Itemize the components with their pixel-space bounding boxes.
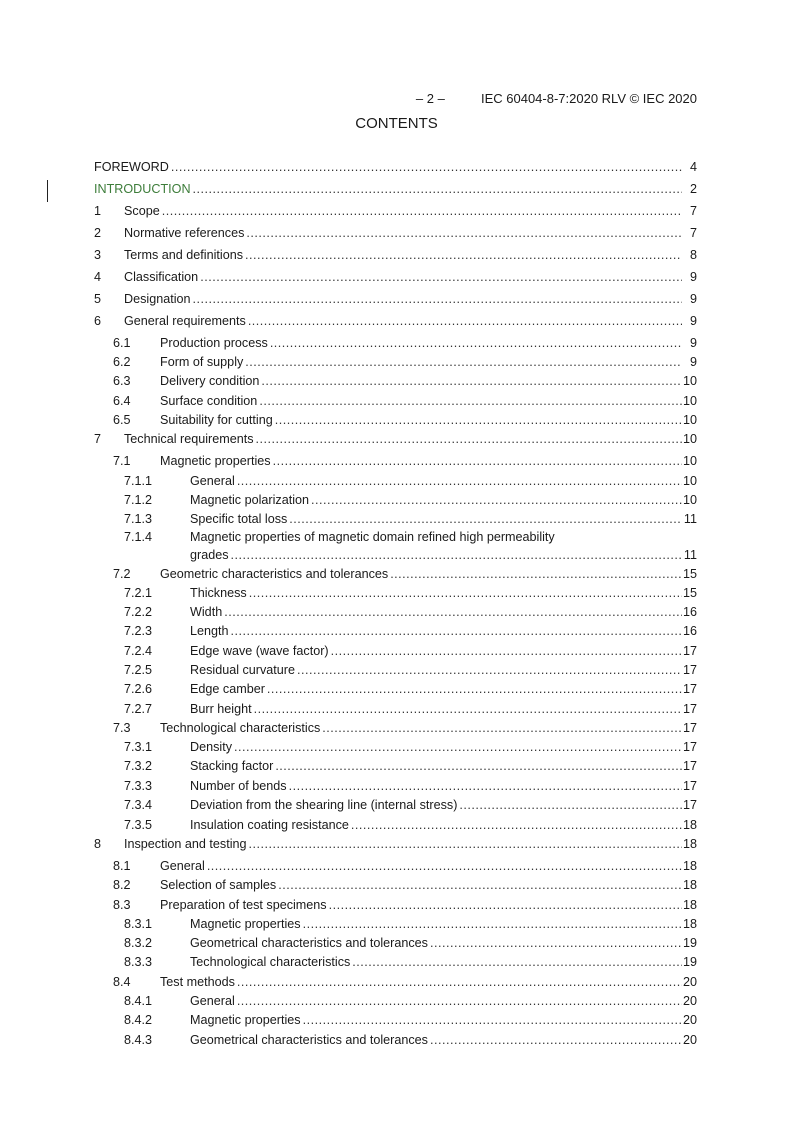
dot-leader xyxy=(311,492,682,508)
toc-page-number: 20 xyxy=(682,1033,697,1047)
toc-entry-line xyxy=(160,974,697,990)
toc-section-number: 7.1 xyxy=(113,454,131,468)
dot-leader xyxy=(289,778,682,794)
toc-entry-line xyxy=(190,797,697,813)
toc-page-number: 16 xyxy=(682,624,697,638)
toc-entry-line xyxy=(94,159,697,175)
toc-page-number: 10 xyxy=(682,374,697,388)
toc-section-number: 6.4 xyxy=(113,394,131,408)
toc-entry-title: Form of supply xyxy=(160,355,244,369)
dot-leader xyxy=(459,797,682,813)
toc-page-number: 17 xyxy=(682,682,697,696)
toc-page-number: 9 xyxy=(689,355,697,369)
toc-entry-title: Insulation coating resistance xyxy=(190,818,349,832)
toc-section-number: 6.2 xyxy=(113,355,131,369)
dot-leader xyxy=(171,159,682,175)
toc-entry[interactable] xyxy=(0,739,793,755)
toc-page-number: 18 xyxy=(682,837,697,851)
toc-section-number: 7.2.2 xyxy=(124,605,153,619)
toc-entry-title: Magnetic properties xyxy=(160,454,271,468)
toc-page-number: 18 xyxy=(682,898,697,912)
toc-entry-line xyxy=(190,492,697,508)
toc-entry[interactable] xyxy=(0,720,793,736)
dot-leader xyxy=(278,877,682,893)
toc-entry-title: General requirements xyxy=(124,314,246,328)
toc-entry-title: Edge camber xyxy=(190,682,265,696)
toc-entry-line xyxy=(190,758,697,774)
toc-entry-title: Density xyxy=(190,740,232,754)
toc-entry-title: General xyxy=(190,474,235,488)
toc-entry-line xyxy=(124,291,697,307)
toc-entry-title: Burr height xyxy=(190,702,252,716)
toc-section-number: 7.3.3 xyxy=(124,779,153,793)
toc-section-number: 8.3.1 xyxy=(124,917,153,931)
toc-entry-title: Inspection and testing xyxy=(124,837,247,851)
toc-section-number: 7.2.3 xyxy=(124,624,153,638)
toc-section-number: 7.2.1 xyxy=(124,586,153,600)
toc-entry-line xyxy=(160,858,697,874)
toc-page-number: 18 xyxy=(682,818,697,832)
toc-entry-line xyxy=(94,181,697,197)
toc-entry-line xyxy=(160,566,697,582)
toc-page-number: 19 xyxy=(682,955,697,969)
dot-leader xyxy=(231,623,682,639)
dot-leader xyxy=(275,412,682,428)
toc-section-number: 1 xyxy=(94,204,102,218)
toc-page-number: 11 xyxy=(683,548,697,562)
toc-entry[interactable] xyxy=(0,993,793,1009)
toc-section-number: 7.1.3 xyxy=(124,512,153,526)
toc-page-number: 7 xyxy=(689,204,697,218)
dot-leader xyxy=(193,181,682,197)
toc-section-number: 7.1.2 xyxy=(124,493,153,507)
toc-entry-title: Length xyxy=(190,624,229,638)
dot-leader xyxy=(275,758,682,774)
toc-page-number: 11 xyxy=(683,512,697,526)
toc-section-number: 7.1.4 xyxy=(124,530,153,544)
toc-entry-title: Specific total loss xyxy=(190,512,288,526)
toc-entry[interactable] xyxy=(0,566,793,582)
toc-page-number: 15 xyxy=(682,567,697,581)
toc-entry-line xyxy=(160,897,697,913)
toc-entry[interactable] xyxy=(0,431,793,447)
toc-entry[interactable] xyxy=(0,877,793,893)
toc-entry[interactable] xyxy=(0,354,793,370)
dot-leader xyxy=(231,547,682,563)
toc-entry-title: Selection of samples xyxy=(160,878,277,892)
dot-leader xyxy=(351,817,682,833)
toc-page-number: 9 xyxy=(689,270,697,284)
toc-page-number: 10 xyxy=(682,474,697,488)
toc-entry[interactable] xyxy=(0,954,793,970)
page-title: CONTENTS xyxy=(355,115,438,132)
dot-leader xyxy=(329,897,682,913)
toc-entry-line xyxy=(190,954,697,970)
toc-page-number: 10 xyxy=(682,413,697,427)
dot-leader xyxy=(234,739,682,755)
toc-entry-title: Delivery condition xyxy=(160,374,260,388)
toc-entry-title: Classification xyxy=(124,270,199,284)
toc-section-number: 7.1.1 xyxy=(124,474,153,488)
toc-entry-title: Deviation from the shearing line (internal stress) xyxy=(190,798,458,812)
dot-leader xyxy=(273,453,682,469)
toc-entry[interactable] xyxy=(0,1012,793,1028)
toc-page-number: 20 xyxy=(682,994,697,1008)
toc-entry[interactable] xyxy=(0,203,793,219)
toc-section-number: 6.3 xyxy=(113,374,131,388)
toc-entry-title: Geometrical characteristics and tolerances xyxy=(190,936,428,950)
toc-section-number: 8.1 xyxy=(113,859,131,873)
toc-section-number: 7.3 xyxy=(113,721,131,735)
dot-leader xyxy=(390,566,682,582)
toc-entry-title: Geometric characteristics and tolerances xyxy=(160,567,389,581)
toc-entry[interactable] xyxy=(0,181,793,197)
toc-section-number: 7.2.7 xyxy=(124,702,153,716)
toc-entry[interactable] xyxy=(0,778,793,794)
toc-entry-line xyxy=(160,453,697,469)
toc-entry[interactable] xyxy=(0,604,793,620)
toc-section-number: 7.3.4 xyxy=(124,798,153,812)
toc-entry-line xyxy=(160,412,697,428)
toc-entry-title: Stacking factor xyxy=(190,759,274,773)
dot-leader xyxy=(162,203,682,219)
toc-entry-line xyxy=(190,916,697,932)
dot-leader xyxy=(248,313,682,329)
dot-leader xyxy=(352,954,682,970)
toc-section-number: 6 xyxy=(94,314,102,328)
toc-entry-title: Designation xyxy=(124,292,191,306)
toc-entry-line xyxy=(190,993,697,1009)
toc-section-number: 8 xyxy=(94,837,102,851)
toc-section-number: 6.5 xyxy=(113,413,131,427)
toc-entry-line xyxy=(190,739,697,755)
toc-page-number: 20 xyxy=(682,975,697,989)
toc-entry[interactable] xyxy=(0,313,793,329)
toc-entry-title: Geometrical characteristics and tolerances xyxy=(190,1033,428,1047)
toc-entry-line xyxy=(190,681,697,697)
toc-entry-title: Suitability for cutting xyxy=(160,413,273,427)
toc-page-number: 18 xyxy=(682,878,697,892)
toc-entry-line xyxy=(190,643,697,659)
toc-entry-title: Residual curvature xyxy=(190,663,295,677)
toc-entry-line xyxy=(124,431,697,447)
toc-page-number: 9 xyxy=(689,336,697,350)
toc-entry-title: Magnetic properties xyxy=(190,917,301,931)
dot-leader xyxy=(331,643,682,659)
toc-section-number: 7.3.5 xyxy=(124,818,153,832)
toc-entry[interactable] xyxy=(0,817,793,833)
toc-entry-title: General xyxy=(160,859,205,873)
toc-entry[interactable] xyxy=(0,935,793,951)
toc-page-number: 10 xyxy=(682,432,697,446)
toc-entry-title: Technological characteristics xyxy=(160,721,321,735)
toc-page-number: 17 xyxy=(682,740,697,754)
toc-entry-title: Edge wave (wave factor) xyxy=(190,644,329,658)
toc-entry-title: Test methods xyxy=(160,975,235,989)
dot-leader xyxy=(270,335,682,351)
dot-leader xyxy=(245,247,682,263)
toc-page-number: 4 xyxy=(689,160,697,174)
toc-entry-line xyxy=(190,817,697,833)
toc-entry-title: Technological characteristics xyxy=(190,955,351,969)
dot-leader xyxy=(249,836,682,852)
toc-entry[interactable] xyxy=(0,393,793,409)
toc-page-number: 10 xyxy=(682,394,697,408)
toc-page-number: 9 xyxy=(689,314,697,328)
dot-leader xyxy=(259,393,682,409)
toc-entry-line xyxy=(190,1032,697,1048)
toc-entry[interactable] xyxy=(0,453,793,469)
toc-entry-line xyxy=(160,877,697,893)
toc-entry[interactable] xyxy=(0,247,793,263)
toc-page-number: 7 xyxy=(689,226,697,240)
toc-entry[interactable] xyxy=(0,492,793,508)
toc-section-number: 6.1 xyxy=(113,336,131,350)
dot-leader xyxy=(297,662,682,678)
toc-entry-title: Surface condition xyxy=(160,394,258,408)
dot-leader xyxy=(237,473,682,489)
toc-entry-line xyxy=(190,935,697,951)
toc-page-number: 10 xyxy=(682,454,697,468)
toc-page-number: 10 xyxy=(682,493,697,507)
toc-entry-title: INTRODUCTION xyxy=(94,182,191,196)
toc-entry-line xyxy=(124,203,697,219)
toc-page-number: 2 xyxy=(689,182,697,196)
dot-leader xyxy=(430,935,682,951)
toc-section-number: 7.2.5 xyxy=(124,663,153,677)
toc-section-number: 8.3.3 xyxy=(124,955,153,969)
toc-entry-line xyxy=(124,269,697,285)
dot-leader xyxy=(303,1012,682,1028)
toc-entry-line xyxy=(190,473,697,489)
dot-leader xyxy=(261,373,682,389)
toc-entry-title: Preparation of test specimens xyxy=(160,898,327,912)
toc-entry-title: Thickness xyxy=(190,586,247,600)
toc-entry-title: FOREWORD xyxy=(94,160,169,174)
toc-entry-line xyxy=(160,393,697,409)
toc-section-number: 8.2 xyxy=(113,878,131,892)
toc-entry-line xyxy=(160,373,697,389)
toc-entry-title: grades xyxy=(190,548,229,562)
toc-entry-title: Production process xyxy=(160,336,268,350)
toc-entry[interactable] xyxy=(0,1032,793,1048)
toc-entry[interactable] xyxy=(0,225,793,241)
toc-entry[interactable] xyxy=(0,662,793,678)
toc-section-number: 3 xyxy=(94,248,102,262)
dot-leader xyxy=(322,720,682,736)
dot-leader xyxy=(246,225,682,241)
toc-entry[interactable] xyxy=(0,797,793,813)
toc-entry[interactable] xyxy=(0,473,793,489)
document-id: IEC 60404-8-7:2020 RLV © IEC 2020 xyxy=(480,91,697,106)
dot-leader xyxy=(237,974,682,990)
toc-entry[interactable] xyxy=(0,412,793,428)
toc-entry-title-line: Magnetic properties of magnetic domain refined high permeability xyxy=(190,530,555,544)
toc-section-number: 7.2.6 xyxy=(124,682,153,696)
toc-page-number: 17 xyxy=(682,759,697,773)
toc-entry-title: General xyxy=(190,994,235,1008)
toc-page-number: 17 xyxy=(682,798,697,812)
dot-leader xyxy=(207,858,682,874)
toc-entry-line xyxy=(190,547,697,563)
toc-entry[interactable] xyxy=(0,643,793,659)
dot-leader xyxy=(256,431,682,447)
toc-section-number: 5 xyxy=(94,292,102,306)
toc-section-number: 7.3.2 xyxy=(124,759,153,773)
dot-leader xyxy=(237,993,682,1009)
toc-page-number: 17 xyxy=(682,779,697,793)
toc-page-number: 18 xyxy=(682,859,697,873)
dot-leader xyxy=(245,354,682,370)
toc-entry-line xyxy=(190,623,697,639)
toc-page-number: 16 xyxy=(682,605,697,619)
toc-entry-line xyxy=(190,662,697,678)
toc-section-number: 8.4 xyxy=(113,975,131,989)
toc-section-number: 8.3.2 xyxy=(124,936,153,950)
toc-entry[interactable] xyxy=(0,916,793,932)
dot-leader xyxy=(289,511,682,527)
toc-page-number: 8 xyxy=(689,248,697,262)
dot-leader xyxy=(267,681,682,697)
toc-section-number: 7.3.1 xyxy=(124,740,153,754)
toc-entry-line xyxy=(160,335,697,351)
toc-entry-line xyxy=(124,836,697,852)
dot-leader xyxy=(430,1032,682,1048)
toc-entry-line xyxy=(160,720,697,736)
toc-entry-title: Terms and definitions xyxy=(124,248,244,262)
toc-page-number: 20 xyxy=(682,1013,697,1027)
toc-entry[interactable] xyxy=(0,623,793,639)
toc-section-number: 7 xyxy=(94,432,102,446)
toc-entry-line xyxy=(190,511,697,527)
toc-section-number: 7.2 xyxy=(113,567,131,581)
toc-page-number: 15 xyxy=(682,586,697,600)
toc-entry[interactable] xyxy=(0,269,793,285)
toc-section-number: 4 xyxy=(94,270,102,284)
toc-entry[interactable] xyxy=(0,530,793,563)
page-number: – 2 – xyxy=(415,91,445,106)
dot-leader xyxy=(249,585,682,601)
toc-entry-line xyxy=(190,778,697,794)
toc-page-number: 19 xyxy=(682,936,697,950)
toc-section-number: 8.4.1 xyxy=(124,994,153,1008)
toc-entry-line xyxy=(160,354,697,370)
toc-entry[interactable] xyxy=(0,836,793,852)
toc-entry-title: Width xyxy=(190,605,223,619)
toc-entry[interactable] xyxy=(0,701,793,717)
toc-entry[interactable] xyxy=(0,858,793,874)
dot-leader xyxy=(254,701,682,717)
toc-entry[interactable] xyxy=(0,335,793,351)
toc-entry[interactable] xyxy=(0,897,793,913)
toc-section-number: 8.4.2 xyxy=(124,1013,153,1027)
toc-page-number: 17 xyxy=(682,644,697,658)
toc-entry[interactable] xyxy=(0,585,793,601)
toc-page-number: 17 xyxy=(682,702,697,716)
toc-entry[interactable] xyxy=(0,681,793,697)
toc-section-number: 8.3 xyxy=(113,898,131,912)
toc-entry-line xyxy=(190,604,697,620)
toc-entry-line xyxy=(190,701,697,717)
toc-entry[interactable] xyxy=(0,159,793,175)
toc-entry[interactable] xyxy=(0,511,793,527)
dot-leader xyxy=(193,291,682,307)
toc-entry-line xyxy=(190,1012,697,1028)
dot-leader xyxy=(224,604,682,620)
toc-entry-line xyxy=(124,247,697,263)
toc-entry[interactable] xyxy=(0,373,793,389)
toc-entry-title: Scope xyxy=(124,204,160,218)
toc-entry-title: Magnetic properties xyxy=(190,1013,301,1027)
dot-leader xyxy=(200,269,682,285)
toc-entry-title: Number of bends xyxy=(190,779,287,793)
dot-leader xyxy=(303,916,682,932)
toc-entry-line xyxy=(124,313,697,329)
toc-entry-title: Technical requirements xyxy=(124,432,254,446)
toc-entry[interactable] xyxy=(0,974,793,990)
toc-entry-line xyxy=(124,225,697,241)
toc-page-number: 17 xyxy=(682,721,697,735)
toc-entry-title: Magnetic polarization xyxy=(190,493,310,507)
toc-section-number: 8.4.3 xyxy=(124,1033,153,1047)
toc-entry-title: Normative references xyxy=(124,226,245,240)
toc-page-number: 18 xyxy=(682,917,697,931)
toc-page-number: 17 xyxy=(682,663,697,677)
toc-page-number: 9 xyxy=(689,292,697,306)
toc-entry[interactable] xyxy=(0,758,793,774)
toc-section-number: 2 xyxy=(94,226,102,240)
toc-entry-line xyxy=(190,585,697,601)
toc-entry[interactable] xyxy=(0,291,793,307)
toc-section-number: 7.2.4 xyxy=(124,644,153,658)
